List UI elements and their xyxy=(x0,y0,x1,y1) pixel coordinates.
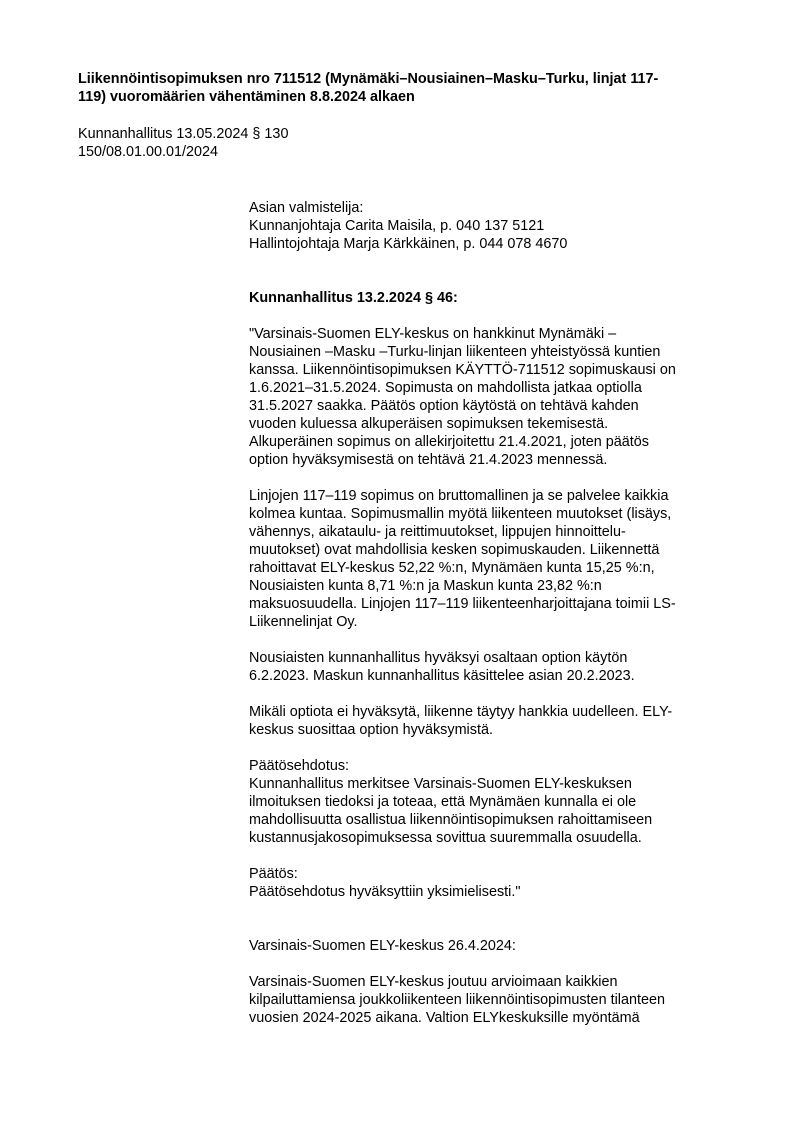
text-line: Nousiaisten kunnanhallitus hyväksyi osaltaan option käytön xyxy=(249,650,628,666)
text-line: 31.5.2027 saakka. Päätös option käytöstä on tehtävä kahden xyxy=(249,398,639,414)
text-line: vähennys, aikataulu- ja reittimuutokset, lippujen hinnoittelu- xyxy=(249,524,626,540)
text-line: Liikennelinjat Oy. xyxy=(249,614,358,630)
text-line: 1.6.2021–31.5.2024. Sopimusta on mahdollista jatkaa optiolla xyxy=(249,380,642,396)
text-line: vuoden kuluessa alkuperäisen sopimuksen tekemisestä. xyxy=(249,416,609,432)
paragraph-decision-proposal xyxy=(249,757,734,847)
section-heading: Kunnanhallitus 13.2.2024 § 46: xyxy=(249,290,458,306)
preparer-2: Hallintojohtaja Marja Kärkkäinen, p. 044 078 4670 xyxy=(249,236,568,252)
paragraph-municipal-approvals xyxy=(249,649,734,685)
text-line: Varsinais-Suomen ELY-keskus 26.4.2024: xyxy=(249,938,516,954)
text-line: Päätös: xyxy=(249,866,298,882)
text-line: "Varsinais-Suomen ELY-keskus on hankkinut Mynämäki – xyxy=(249,326,617,342)
meeting-info xyxy=(78,125,378,161)
document-body xyxy=(249,199,734,1045)
case-number: 150/08.01.00.01/2024 xyxy=(78,144,219,160)
text-line: vuosien 2024-2025 aikana. Valtion ELYkeskuksille myöntämä xyxy=(249,1010,640,1026)
text-line: Nousiaisten kunta 8,71 %:n ja Maskun kunta 23,82 %:n xyxy=(249,578,602,594)
text-line: kanssa. Liikennöintisopimuksen KÄYTTÖ-711512 sopimuskausi on xyxy=(249,362,676,378)
text-line: Päätösehdotus hyväksyttiin yksimielisesti." xyxy=(249,884,521,900)
text-line: kolmea kuntaa. Sopimusmallin myötä liikenteen muutokset (lisäys, xyxy=(249,506,672,522)
preparer-1: Kunnanjohtaja Carita Maisila, p. 040 137 5121 xyxy=(249,218,545,234)
text-line: option hyväksymisestä on tehtävä 21.4.2023 mennessä. xyxy=(249,452,608,468)
text-line: kustannusjakosopimuksessa sovittua suuremmalla osuudella. xyxy=(249,830,642,846)
text-line: Mikäli optiota ei hyväksytä, liikenne täytyy hankkia uudelleen. ELY- xyxy=(249,704,673,720)
paragraph-ely-assessment xyxy=(249,973,734,1027)
text-line: Varsinais-Suomen ELY-keskus joutuu arvioimaan kaikkien xyxy=(249,974,618,990)
text-line: maksuosuudella. Linjojen 117–119 liikenteenharjoittajana toimii LS- xyxy=(249,596,676,612)
text-line: Nousiainen –Masku –Turku-linjan liikenteen yhteistyössä kuntien xyxy=(249,344,661,360)
text-line: 6.2.2023. Maskun kunnanhallitus käsittelee asian 20.2.2023. xyxy=(249,668,635,684)
text-line: ilmoituksen tiedoksi ja toteaa, että Mynämäen kunnalla ei ole xyxy=(249,794,637,810)
paragraph-option-background xyxy=(249,325,734,469)
document-title xyxy=(78,70,738,106)
text-line: kilpailuttamiensa joukkoliikenteen liikennöintisopimusten tilanteen xyxy=(249,992,665,1008)
meeting-reference: Kunnanhallitus 13.05.2024 § 130 xyxy=(78,126,289,142)
paragraph-contract-financing xyxy=(249,487,734,631)
text-line: keskus suosittaa option hyväksymistä. xyxy=(249,722,493,738)
preparers-block xyxy=(249,199,734,253)
text-line: mahdollisuutta osallistua liikennöintisopimuksen rahoittamiseen xyxy=(249,812,653,828)
text-line: Kunnanhallitus merkitsee Varsinais-Suomen ELY-keskuksen xyxy=(249,776,632,792)
paragraph-ely-heading xyxy=(249,937,734,955)
text-line: Päätösehdotus: xyxy=(249,758,350,774)
preparers-heading: Asian valmistelija: xyxy=(249,200,364,216)
title-line: 119) vuoromäärien vähentäminen 8.8.2024 alkaen xyxy=(78,89,415,105)
text-line: rahoittavat ELY-keskus 52,22 %:n, Mynämäen kunta 15,25 %:n, xyxy=(249,560,655,576)
text-line: muutokset) ovat mahdollisia kesken sopimuskauden. Liikennettä xyxy=(249,542,660,558)
paragraph-decision xyxy=(249,865,734,901)
text-line: Alkuperäinen sopimus on allekirjoitettu 21.4.2021, joten päätös xyxy=(249,434,650,450)
title-line: Liikennöintisopimuksen nro 711512 (Mynämäki–Nousiainen–Masku–Turku, linjat 117- xyxy=(78,71,659,87)
paragraph-ely-recommendation xyxy=(249,703,734,739)
text-line: Linjojen 117–119 sopimus on bruttomallinen ja se palvelee kaikkia xyxy=(249,488,669,504)
